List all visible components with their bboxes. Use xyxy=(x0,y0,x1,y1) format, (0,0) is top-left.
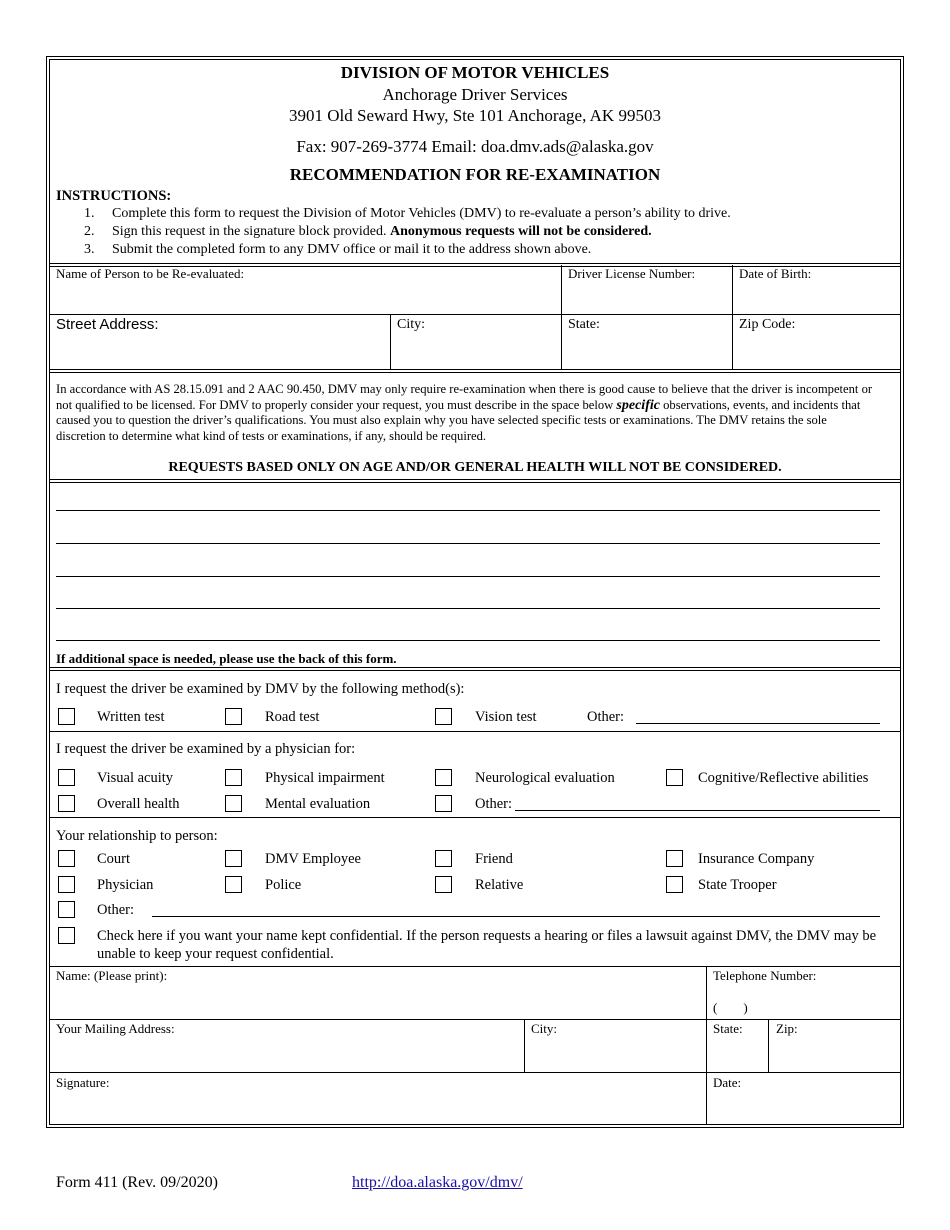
requester-zip-field[interactable]: Zip: xyxy=(776,1021,798,1036)
cognitive-checkbox[interactable] xyxy=(666,769,683,786)
instruction-item xyxy=(56,241,896,259)
divider xyxy=(706,966,707,1125)
requester-state-field[interactable]: State: xyxy=(713,1021,743,1036)
instruction-number: 2. xyxy=(84,224,95,239)
physical-impairment-checkbox[interactable] xyxy=(225,769,242,786)
agency-name: DIVISION OF MOTOR VEHICLES xyxy=(340,63,610,82)
date-of-birth-field[interactable]: Date of Birth: xyxy=(739,266,812,281)
visual-acuity-label: Visual acuity xyxy=(97,770,174,786)
street-address-field[interactable]: Street Address: xyxy=(56,316,159,333)
area-code-parens: ( ) xyxy=(713,1000,748,1015)
office-contact: Fax: 907-269-3774 Email: doa.dmv.ads@alaska.gov xyxy=(296,137,654,156)
divider xyxy=(524,1019,525,1072)
signature-field[interactable]: Signature: xyxy=(56,1075,110,1090)
divider xyxy=(732,265,733,369)
dmv-employee-label: DMV Employee xyxy=(265,851,361,867)
instruction-text: Complete this form to request the Division of Motor Vehicles (DMV) to re-evaluate a person’s ability to drive. xyxy=(112,206,731,221)
requester-city-field[interactable]: City: xyxy=(531,1021,558,1036)
person-name-field[interactable]: Name of Person to be Re-evaluated: xyxy=(56,266,245,281)
physician-exam-prompt: I request the driver be examined by a physician for: xyxy=(56,741,356,757)
road-test-checkbox[interactable] xyxy=(225,708,242,725)
visual-acuity-checkbox[interactable] xyxy=(58,769,75,786)
divider xyxy=(49,1072,901,1073)
description-line[interactable] xyxy=(56,640,880,641)
neurological-label: Neurological evaluation xyxy=(475,770,615,786)
dmv-employee-checkbox[interactable] xyxy=(225,850,242,867)
state-trooper-checkbox[interactable] xyxy=(666,876,683,893)
written-test-checkbox[interactable] xyxy=(58,708,75,725)
description-line[interactable] xyxy=(56,510,880,511)
neurological-checkbox[interactable] xyxy=(435,769,452,786)
form-number: Form 411 (Rev. 09/2020) xyxy=(56,1174,218,1191)
friend-label: Friend xyxy=(475,851,513,867)
age-health-warning: REQUESTS BASED ONLY ON AGE AND/OR GENERAL HEALTH WILL NOT BE CONSIDERED. xyxy=(168,460,782,475)
license-number-field[interactable]: Driver License Number: xyxy=(568,266,696,281)
office-name: Anchorage Driver Services xyxy=(382,85,568,104)
overall-health-checkbox[interactable] xyxy=(58,795,75,812)
relative-label: Relative xyxy=(475,877,524,893)
legal-notice: In accordance with AS 28.15.091 and 2 AAC 90.450, DMV may only require re-examination when there is good cause to believe that the driver is incompetent or not qualified to be licensed. For DMV to properly consider your request, you must describe in the space below specific observations, events, and incidents that caused you to question the driver’s qualifications. You must also explain why you have selected specific tests or examinations. The DMV retains the sole discretion to determine what kind of tests or examinations, if any, should be required. xyxy=(56,382,873,443)
relationship-other-label: Other: xyxy=(97,902,135,918)
relative-checkbox[interactable] xyxy=(435,876,452,893)
mental-evaluation-label: Mental evaluation xyxy=(265,796,371,812)
divider xyxy=(49,731,901,732)
form-title: RECOMMENDATION FOR RE-EXAMINATION xyxy=(289,165,661,184)
friend-checkbox[interactable] xyxy=(435,850,452,867)
divider xyxy=(390,315,391,369)
instruction-number: 3. xyxy=(84,242,95,257)
mental-evaluation-checkbox[interactable] xyxy=(225,795,242,812)
description-line[interactable] xyxy=(56,543,880,544)
divider xyxy=(49,1019,901,1020)
instruction-text: Sign this request in the signature block provided. xyxy=(112,224,391,239)
relationship-other-checkbox[interactable] xyxy=(58,901,75,918)
person-state-field[interactable]: State: xyxy=(568,317,600,332)
vision-test-checkbox[interactable] xyxy=(435,708,452,725)
relationship-other-input[interactable] xyxy=(152,916,880,917)
relationship-prompt: Your relationship to person: xyxy=(56,828,218,844)
requester-name-field[interactable]: Name: (Please print): xyxy=(56,968,168,983)
instructions-heading: INSTRUCTIONS: xyxy=(56,188,172,204)
divider xyxy=(49,966,901,967)
physician-label: Physician xyxy=(97,877,154,893)
date-field[interactable]: Date: xyxy=(713,1075,742,1090)
instructions-list xyxy=(56,205,896,259)
dmv-exam-prompt: I request the driver be examined by DMV by the following method(s): xyxy=(56,681,465,697)
dmv-other-label: Other: xyxy=(587,709,625,725)
physical-impairment-label: Physical impairment xyxy=(265,770,385,786)
dmv-website-link[interactable]: http://doa.alaska.gov/dmv/ xyxy=(352,1174,523,1191)
office-address: 3901 Old Seward Hwy, Ste 101 Anchorage, AK 99503 xyxy=(289,106,661,125)
insurance-company-checkbox[interactable] xyxy=(666,850,683,867)
telephone-field[interactable]: Telephone Number: xyxy=(713,968,817,983)
court-label: Court xyxy=(97,851,131,867)
divider xyxy=(768,1019,769,1072)
written-test-label: Written test xyxy=(97,709,165,725)
divider xyxy=(49,817,901,818)
description-line[interactable] xyxy=(56,576,880,577)
police-checkbox[interactable] xyxy=(225,876,242,893)
physician-checkbox[interactable] xyxy=(58,876,75,893)
state-trooper-label: State Trooper xyxy=(698,877,777,893)
instruction-text: Submit the completed form to any DMV office or mail it to the address shown above. xyxy=(112,242,592,257)
divider xyxy=(49,369,901,373)
police-label: Police xyxy=(265,877,302,893)
person-zip-field[interactable]: Zip Code: xyxy=(739,317,796,332)
divider xyxy=(49,314,901,315)
overall-health-label: Overall health xyxy=(97,796,180,812)
physician-other-label: Other: xyxy=(475,796,513,812)
divider xyxy=(49,667,901,671)
instruction-number: 1. xyxy=(84,206,95,221)
court-checkbox[interactable] xyxy=(58,850,75,867)
dmv-other-input[interactable] xyxy=(636,723,880,724)
road-test-label: Road test xyxy=(265,709,320,725)
instruction-item xyxy=(56,223,896,241)
person-city-field[interactable]: City: xyxy=(397,317,426,332)
additional-space-note: If additional space is needed, please use the back of this form. xyxy=(56,651,397,666)
divider xyxy=(49,479,901,483)
instruction-item xyxy=(56,205,896,223)
mailing-address-field[interactable]: Your Mailing Address: xyxy=(56,1021,175,1036)
instruction-emphasis: Anonymous requests will not be considered. xyxy=(390,224,652,239)
vision-test-label: Vision test xyxy=(475,709,537,725)
divider xyxy=(561,265,562,369)
insurance-company-label: Insurance Company xyxy=(698,851,815,867)
cognitive-label: Cognitive/Reflective abilities xyxy=(698,770,869,786)
confidential-label: Check here if you want your name kept confidential. If the person requests a hearing or files a lawsuit against DMV, the DMV may be unable to keep your request confidential. xyxy=(97,928,877,962)
description-line[interactable] xyxy=(56,608,880,609)
physician-other-checkbox[interactable] xyxy=(435,795,452,812)
physician-other-input[interactable] xyxy=(515,810,880,811)
confidential-checkbox[interactable] xyxy=(58,927,75,944)
